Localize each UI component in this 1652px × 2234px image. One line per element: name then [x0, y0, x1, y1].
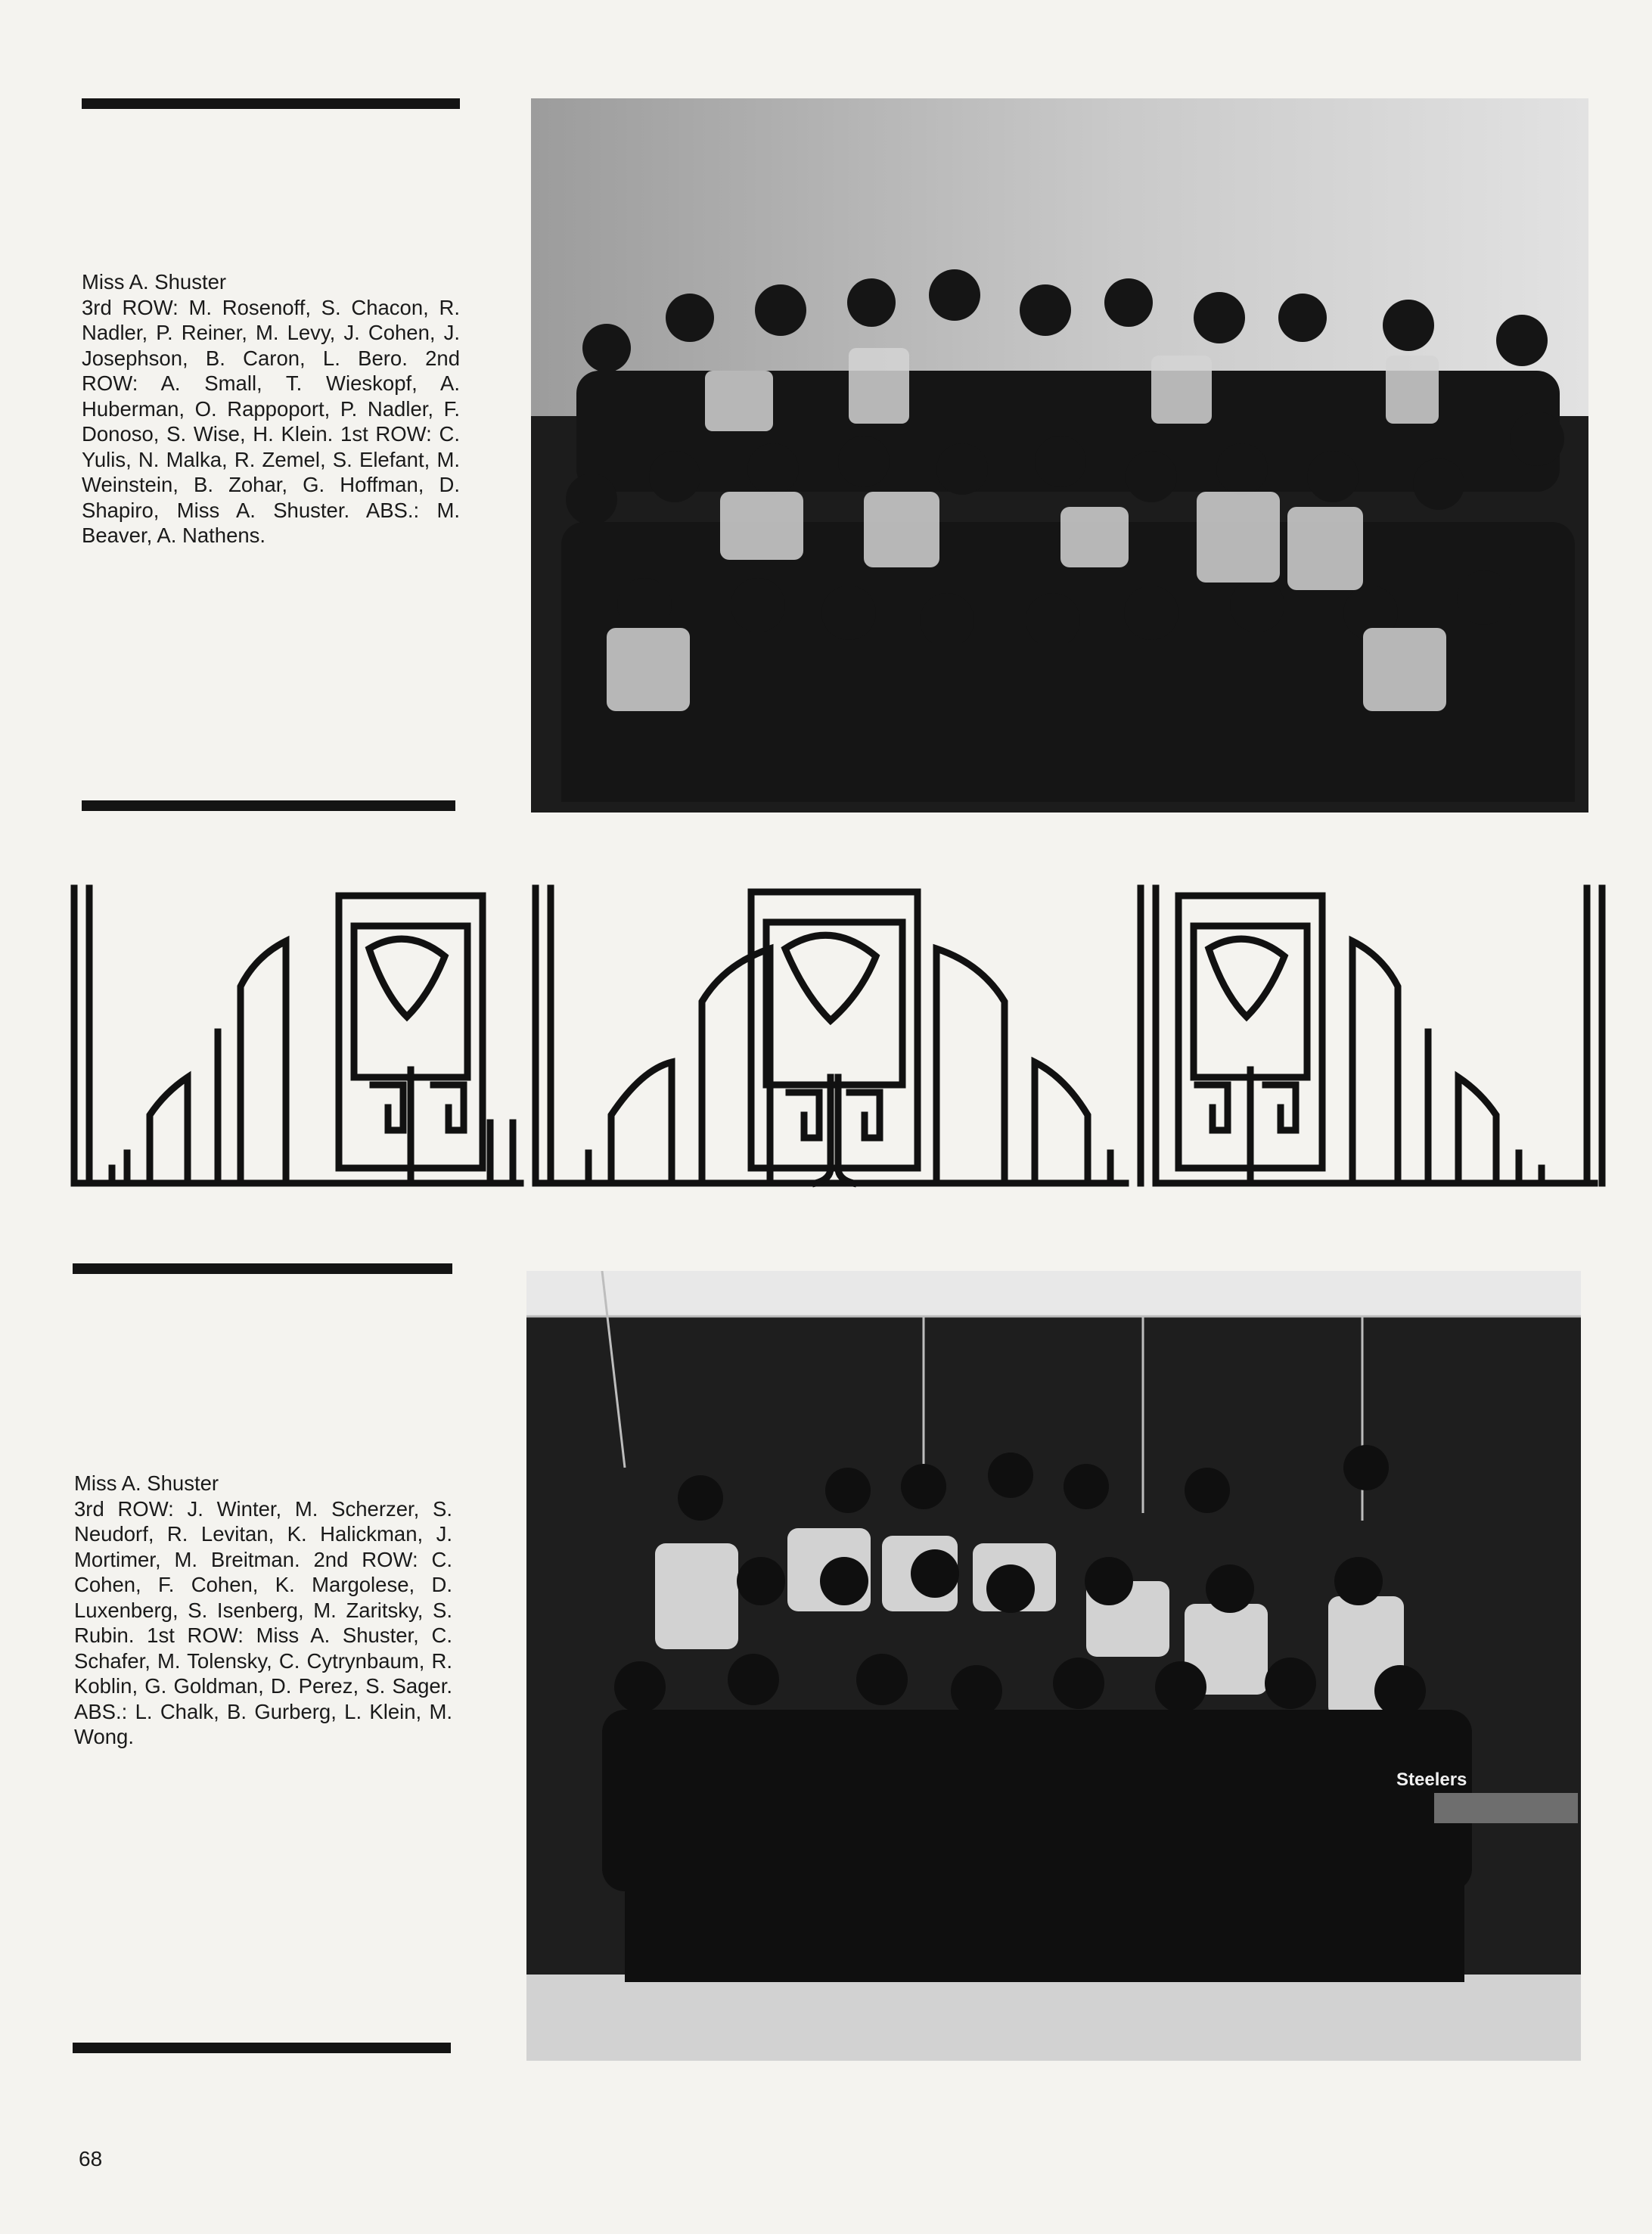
shirt-text-steelers: Steelers: [1396, 1769, 1467, 1790]
bottom-divider-lower: [73, 2043, 451, 2053]
page-number: 68: [79, 2147, 103, 2170]
decorative-border-ornament: [67, 881, 1610, 1197]
class-caption-2: [74, 1471, 452, 1750]
teacher-name: Miss A. Shuster: [82, 270, 227, 294]
class-caption-1: [82, 269, 460, 548]
roster-text: 3rd ROW: M. Rosenoff, S. Chacon, R. Nadler, P. Reiner, M. Levy, J. Cohen, J. Josephson, B. Caron, L. Bero. 2nd ROW: A. Small, T. Wieskopf, A. Huberman, O. Rappoport, P. Nadler, F. Donoso, S. Wise, H. Klein. 1st ROW: C. Yulis, N. Malka, R. Zemel, S. Elefant, M. Weinstein, B. Zohar, G. Hoffman, D. Shapiro, Miss A. Shuster. ABS.: M. Beaver, A. Nathens.: [82, 295, 460, 547]
class-photo-2: [526, 1271, 1581, 2061]
bottom-divider-upper: [73, 1263, 452, 1274]
top-divider-upper: [82, 98, 460, 109]
teacher-name: Miss A. Shuster: [74, 1471, 219, 1495]
class-photo-1: [531, 98, 1588, 813]
roster-text: 3rd ROW: J. Winter, M. Scherzer, S. Neudorf, R. Levitan, K. Halickman, J. Mortimer, M. Breitman. 2nd ROW: C. Cohen, F. Cohen, K. Margolese, D. Luxenberg, S. Isenberg, M. Zaritsky, S. Rubin. 1st ROW: Miss A. Shuster, C. Schafer, M. Tolensky, C. Cytrynbaum, R. Koblin, G. Goldman, D. Perez, S. Sager. ABS.: L. Chalk, B. Gurberg, L. Klein, M. Wong.: [74, 1496, 452, 1748]
top-divider-lower: [82, 800, 455, 811]
